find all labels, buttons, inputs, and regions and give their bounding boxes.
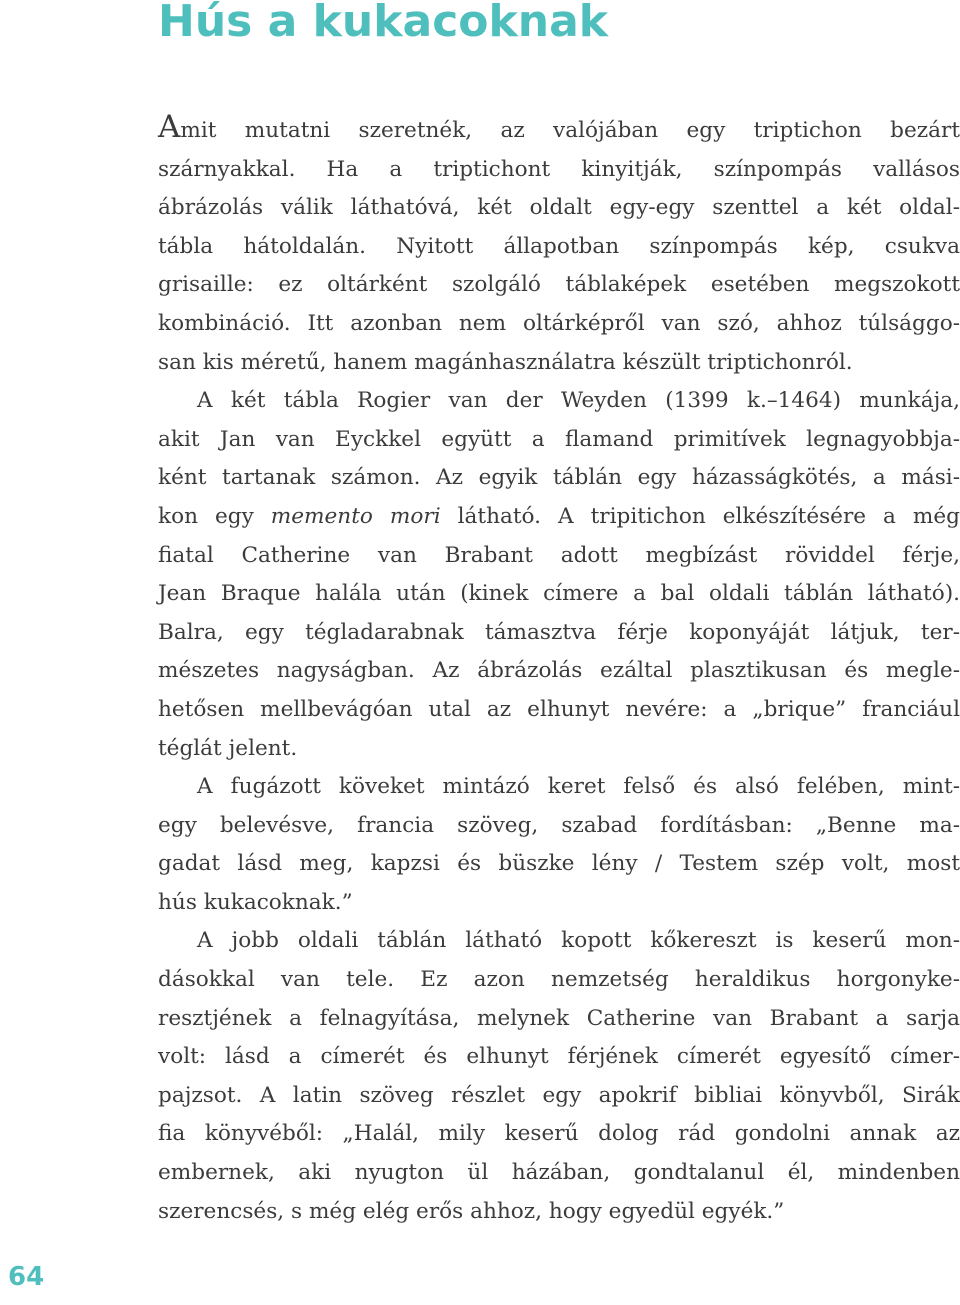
paragraph [158,109,960,382]
line-text: resztjének a felnagyítása, melynek Catherine van Brabant a sarja [158,1005,960,1031]
line-text: mészetes nagyságban. Az ábrázolás ezáltal plasztikusan és megle- [158,658,960,684]
text-line [158,228,960,267]
text-line [158,151,960,190]
line-text: A két tábla Rogier van der Weyden (1399 k.–1464) munkája, [197,388,960,414]
line-text: téglát jelent. [158,735,298,761]
text-line [158,382,960,421]
text-line [158,459,960,498]
line-text: hetősen mellbevágóan utal az elhunyt nevére: a „brique” franciául [158,696,960,722]
line-text: tábla hátoldalán. Nyitott állapotban színpompás kép, csukva [158,233,960,259]
paragraph [158,922,960,1231]
text-line [158,537,960,576]
line-text: szárnyakkal. Ha a triptichont kinyitják, színpompás vallásos [158,156,960,182]
line-text: embernek, aki nyugton ül házában, gondtalanul él, mindenben [158,1160,960,1186]
line-text: A jobb oldali táblán látható kopott kőkereszt is keserű mon- [197,928,960,954]
text-line [158,1038,960,1077]
line-text: pajzsot. A latin szöveg részlet egy apokrif bibliai könyvből, Sirák [158,1082,960,1108]
text-line [158,1000,960,1039]
line-text: Balra, egy tégladarabnak támasztva férje koponyáját látjuk, ter- [158,619,960,645]
paragraph [158,382,960,768]
text-line [158,1193,960,1232]
line-text: volt: lásd a címerét és elhunyt férjének címerét egyesítő címer- [158,1044,960,1070]
text-line [158,498,960,537]
line-text: egy belevésve, francia szöveg, szabad fordításban: „Benne ma- [158,812,960,838]
text-line [158,421,960,460]
text-line [158,922,960,961]
line-text: ként tartanak számon. Az egyik táblán egy házasságkötés, a mási- [158,465,960,491]
text-line [158,768,960,807]
initial-capital: A [158,109,181,145]
paragraph [158,768,960,922]
line-text: kombináció. Itt azonban nem oltárképről van szó, ahhoz túlsággo- [158,310,960,336]
line-text: san kis méretű, hanem magánhasználatra készült triptichonról. [158,349,853,375]
text-line [158,614,960,653]
text-line [158,266,960,305]
text-line [158,807,960,846]
text-line [158,575,960,614]
text-line [158,884,960,923]
text-line [158,691,960,730]
text-line [158,652,960,691]
text-line [158,189,960,228]
text-line [158,109,960,151]
page-number: 64 [8,1262,45,1292]
text-line [158,961,960,1000]
text-line [158,1077,960,1116]
line-text: A fugázott köveket mintázó keret felső és alsó felében, mint- [197,774,960,800]
line-text: ábrázolás válik láthatóvá, két oldalt egy-egy szenttel a két oldal- [158,195,960,221]
line-text: mit mutatni szeretnék, az valójában egy triptichon bezárt [180,118,960,143]
line-text: akit Jan van Eyckkel együtt a flamand primitívek legnagyobbja- [158,426,960,452]
line-text: grisaille: ez oltárként szolgáló táblaképek esetében megszokott [158,272,960,298]
line-text: látható. A tripitichon elkészítésére a még [440,503,960,529]
line-text: Jean Braque halála után (kinek címere a bal oldali táblán látható). [158,581,960,607]
text-line [158,344,960,383]
page-title: Hús a kukacoknak [158,0,609,47]
italic-term: memento mori [270,503,441,529]
text-line [158,305,960,344]
text-line [158,845,960,884]
line-text: szerencsés, s még elég erős ahhoz, hogy egyedül egyék.” [158,1198,785,1224]
text-line [158,1115,960,1154]
line-text: dásokkal van tele. Ez azon nemzetség heraldikus horgonyke- [158,967,960,993]
text-line [158,1154,960,1193]
line-text: gadat lásd meg, kapzsi és büszke lény / Testem szép volt, most [158,851,960,877]
text-line [158,730,960,769]
line-text: fia könyvéből: „Halál, mily keserű dolog rád gondolni annak az [158,1121,960,1147]
line-text: hús kukacoknak.” [158,889,353,915]
line-text: fiatal Catherine van Brabant adott megbízást röviddel férje, [158,542,960,568]
body-text [158,109,960,1231]
line-text: kon egy [158,503,271,529]
